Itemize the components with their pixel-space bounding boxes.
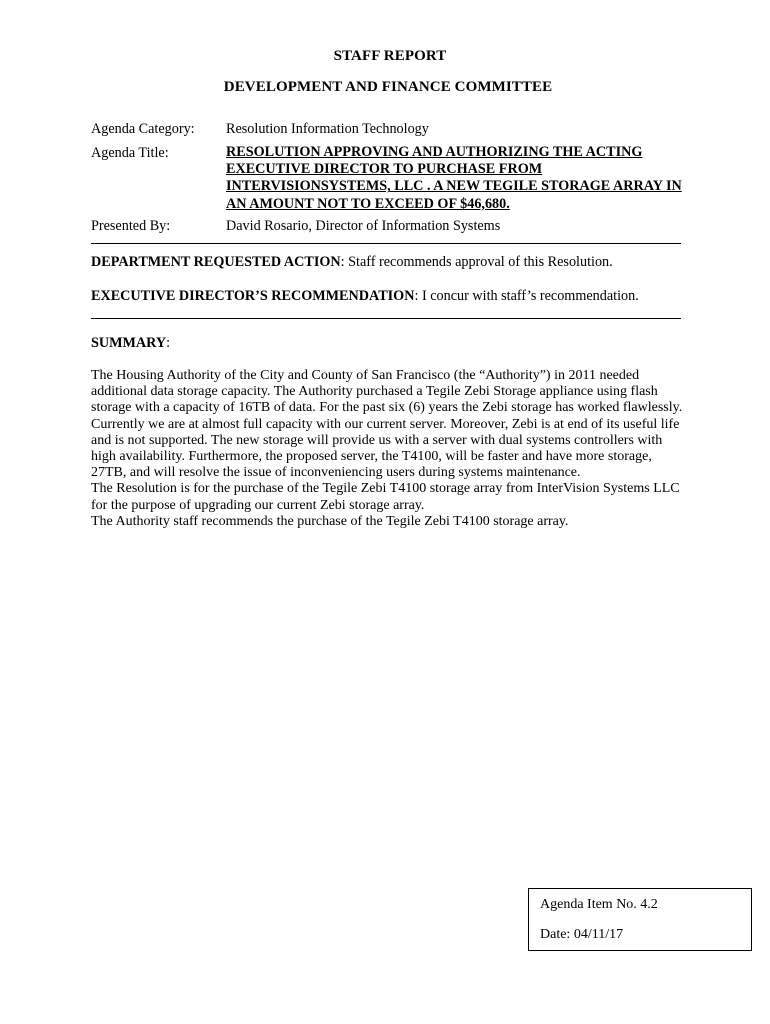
- agenda-title-line: INTERVISIONSYSTEMS, LLC . A NEW TEGILE STORAGE ARRAY IN: [226, 178, 682, 195]
- director-recommendation-label: EXECUTIVE DIRECTOR’S RECOMMENDATION: [91, 288, 415, 304]
- agenda-title-line: RESOLUTION APPROVING AND AUTHORIZING THE ACTING: [226, 144, 643, 160]
- agenda-item-box: [528, 888, 752, 951]
- report-title: STAFF REPORT: [333, 48, 447, 64]
- summary-line: The Authority staff recommends the purchase of the Tegile Zebi T4100 storage array.: [91, 513, 569, 529]
- department-action-label: DEPARTMENT REQUESTED ACTION: [91, 254, 341, 270]
- presented-by-value: David Rosario, Director of Information Systems: [226, 218, 501, 234]
- summary-line: high availability. Furthermore, the proposed server, the T4100, will be faster and have more storage,: [91, 449, 652, 465]
- department-requested-action: [91, 254, 691, 271]
- divider-line: [91, 318, 681, 319]
- summary-line: and is not supported. The new storage will provide us with a server with dual systems controllers with: [91, 432, 663, 448]
- agenda-title-label: Agenda Title:: [91, 145, 169, 161]
- agenda-title-value: [226, 144, 696, 213]
- executive-director-recommendation: [91, 288, 691, 305]
- summary-line: The Resolution is for the purchase of the Tegile Zebi T4100 storage array from InterVision Systems LLC: [91, 481, 680, 497]
- summary-line: storage with a capacity of 16TB of data. For the past six (6) years the Zebi storage has worked flawlessly.: [91, 400, 683, 416]
- agenda-category-label: Agenda Category:: [91, 121, 195, 137]
- agenda-title-line: EXECUTIVE DIRECTOR TO PURCHASE FROM: [226, 161, 543, 178]
- department-action-text: : Staff recommends approval of this Resolution.: [340, 254, 613, 270]
- summary-line: 27TB, and will resolve the issue of inconveniencing users during systems maintenance.: [91, 465, 581, 481]
- agenda-item-date: Date: 04/11/17: [540, 927, 624, 942]
- agenda-item-number: Agenda Item No. 4.2: [540, 897, 658, 912]
- summary-heading-text: SUMMARY: [91, 335, 167, 351]
- summary-heading: [91, 335, 170, 352]
- agenda-title-line: AN AMOUNT NOT TO EXCEED OF $46,680.: [226, 195, 510, 212]
- summary-line: Currently we are at almost full capacity with our current server. Moreover, Zebi is at end of its useful life: [91, 416, 680, 432]
- presented-by-label: Presented By:: [91, 218, 171, 234]
- director-recommendation-text: : I concur with staff’s recommendation.: [414, 288, 639, 304]
- summary-line: The Housing Authority of the City and County of San Francisco (the “Authority”) in 2011 needed: [91, 368, 640, 383]
- summary-line: additional data storage capacity. The Authority purchased a Tegile Zebi Storage appliance using flash: [91, 384, 658, 400]
- divider-line: [91, 243, 681, 244]
- committee-title: DEVELOPMENT AND FINANCE COMMITTEE: [223, 79, 553, 95]
- summary-body: [91, 368, 691, 530]
- summary-line: for the purpose of upgrading our current Zebi storage array.: [91, 497, 425, 513]
- agenda-category-value: Resolution Information Technology: [226, 121, 429, 137]
- summary-heading-colon: :: [166, 335, 171, 351]
